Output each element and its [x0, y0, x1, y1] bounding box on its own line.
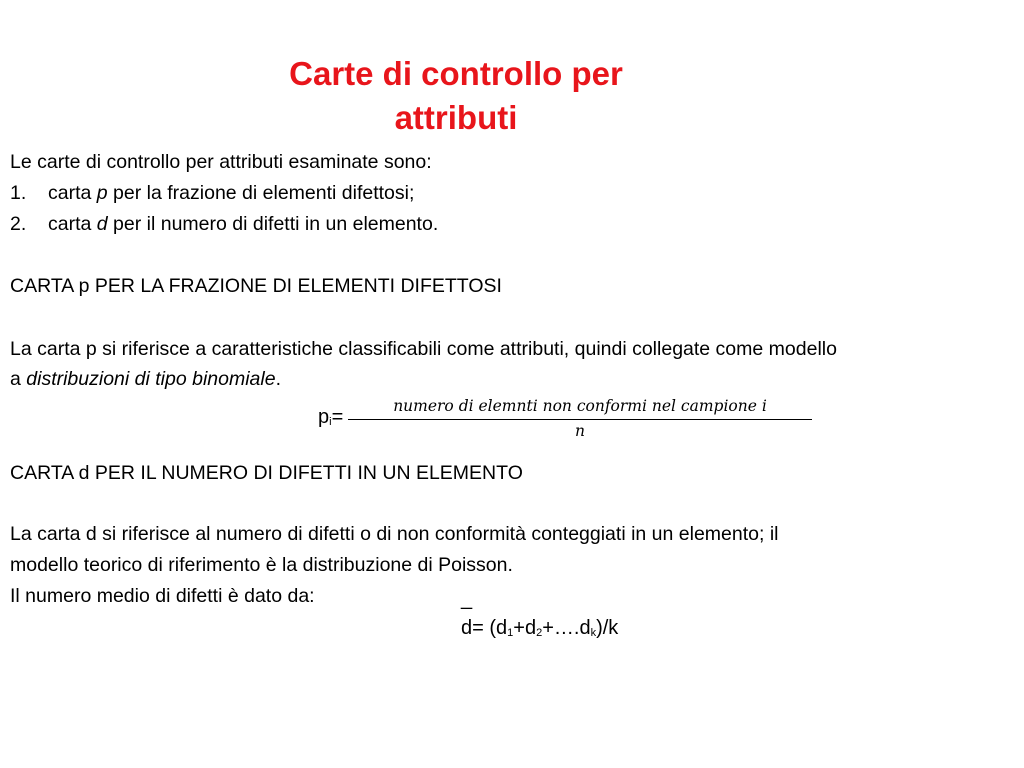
formula-part: d= (d — [461, 617, 508, 639]
list-item-prefix: carta — [48, 182, 97, 204]
formula-part: +….d — [542, 617, 591, 639]
section-d-paragraph-line-1: La carta d si riferisce al numero di difetti o di non conformità conteggiati in un elemento; il — [10, 523, 779, 545]
section-p-paragraph-line-1: La carta p si riferisce a caratteristiche classificabili come attributi, quindi collegate come modello — [10, 338, 837, 360]
list-item-suffix: per la frazione di elementi difettosi; — [107, 182, 415, 204]
intro-text: Le carte di controllo per attributi esaminate sono: — [10, 151, 432, 173]
d-bar-overline: _ — [461, 588, 473, 610]
formula-part: +d — [513, 617, 537, 639]
list-item-text — [48, 212, 438, 236]
formula-part: )/k — [596, 617, 619, 639]
formula-subscript: k — [590, 627, 597, 639]
p-symbol: p — [318, 406, 330, 428]
text-fragment: . — [275, 368, 281, 390]
slide-title-line-2: attributi — [394, 99, 518, 136]
section-p-heading: CARTA p PER LA FRAZIONE DI ELEMENTI DIFETTOSI — [10, 275, 502, 297]
slide-title-line-1: Carte di controllo per — [289, 55, 623, 92]
list-item-suffix: per il numero di difetti in un elemento. — [107, 213, 439, 235]
formula-subscript: 2 — [536, 627, 543, 639]
equals-sign: = — [331, 406, 344, 428]
p-subscript: i — [329, 416, 332, 428]
section-d-paragraph-line-2: modello teorico di riferimento è la distribuzione di Poisson. — [10, 554, 513, 576]
list-item-prefix: carta — [48, 213, 97, 235]
section-d-paragraph-line-3: Il numero medio di difetti è dato da: — [10, 585, 315, 607]
fraction-numerator: numero di elemnti non conformi nel campione i — [348, 396, 812, 420]
list-item-text — [48, 181, 414, 205]
binomial-distribution-text: distribuzioni di tipo binomiale — [26, 368, 276, 390]
fraction-denominator: n — [575, 422, 585, 440]
formula-subscript: 1 — [507, 627, 514, 639]
slide-title — [228, 52, 684, 140]
d-mean-formula — [461, 616, 618, 645]
list-item-variable: d — [96, 213, 108, 235]
text-fragment: a — [10, 368, 27, 390]
list-item-number: 1. — [10, 182, 27, 204]
p-formula-lhs — [318, 406, 343, 429]
list-item-number: 2. — [10, 213, 27, 235]
list-item-variable: p — [96, 182, 108, 204]
fraction — [348, 396, 812, 442]
section-d-heading: CARTA d PER IL NUMERO DI DIFETTI IN UN ELEMENTO — [10, 462, 523, 484]
section-p-paragraph-line-2 — [10, 367, 281, 391]
